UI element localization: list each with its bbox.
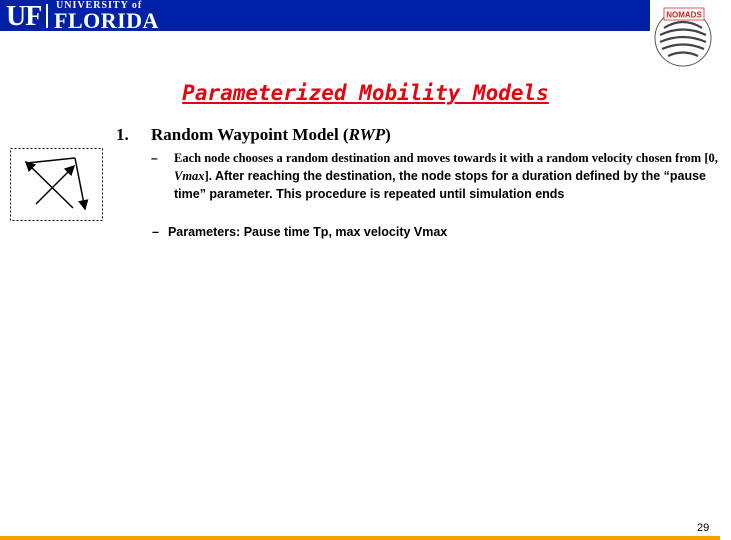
desc-part-3: After reaching the destination, the node stops for a duration defined by the “pause time” parameter. This procedure is repeated until simulation ends <box>174 169 707 201</box>
waypoint-diagram <box>10 148 103 221</box>
bullet-dash: – <box>151 151 158 165</box>
nomads-logo <box>652 2 716 68</box>
list-item-title <box>151 125 391 145</box>
title-prefix: Random Waypoint Model ( <box>151 125 349 144</box>
list-number: 1. <box>116 125 129 144</box>
slide-title: Parameterized Mobility Models <box>182 81 549 105</box>
bottom-bar <box>0 536 720 540</box>
nomads-badge-text: NOMADS <box>666 10 702 20</box>
uf-logo-state: FLORIDA <box>54 8 159 33</box>
uf-logo-university: UNIVERSITY of <box>56 0 143 11</box>
title-suffix: ) <box>385 125 391 144</box>
desc-vmax: Vmax <box>174 169 205 183</box>
uf-logo-divider <box>46 4 48 28</box>
uf-logo <box>0 0 203 31</box>
uf-logo-mark: UF <box>6 1 42 32</box>
desc-part-1: Each node chooses a random destination and moves towards it with a random velocity chosen from [0, <box>174 151 718 165</box>
title-abbr: RWP <box>348 125 386 144</box>
desc-part-2: ]. <box>204 169 215 183</box>
bullet-description <box>174 149 720 203</box>
truncated-bullet: Parameters: Pause time Tp, max velocity Vmax <box>167 225 448 239</box>
page-number: 29 <box>697 522 710 534</box>
truncated-text-clip: – Parameters: Pause time Tp, max velocity Vmax <box>152 225 448 239</box>
